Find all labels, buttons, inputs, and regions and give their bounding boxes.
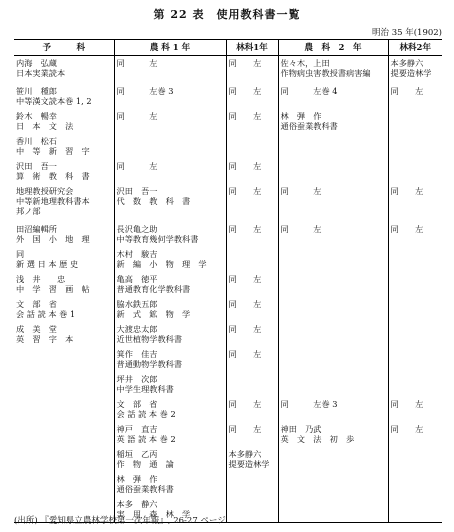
cell-line: 中等漢文読本巻 1, 2 (16, 95, 92, 106)
cell-ringka-2 (388, 374, 442, 399)
cell-noka-1 (114, 136, 226, 161)
table-title: 第 22 表 使用教科書一覧 (153, 8, 301, 21)
cell-line: 同 左 (116, 110, 158, 121)
header-row (14, 40, 442, 56)
cell-line: 中等新地理教科書本 (16, 195, 90, 206)
cell-ringka-1 (226, 249, 278, 274)
cell-yoka (14, 474, 114, 499)
cell-ringka-2 (388, 324, 442, 349)
cell-noka-1 (114, 324, 226, 349)
cell-line: 同 左巻 3 (116, 85, 174, 96)
cell-noka-1 (114, 111, 226, 136)
cell-ringka-1 (226, 324, 278, 349)
cell-ringka-2 (388, 56, 442, 86)
cell-line: 同 左巻 4 (280, 85, 338, 96)
cell-line: 沢田 吾一 (116, 185, 158, 196)
table-row (14, 186, 442, 224)
cell-ringka-1 (226, 111, 278, 136)
cell-line: 本多静六 (228, 448, 262, 459)
cell-yoka (14, 424, 114, 449)
table-row (14, 449, 442, 474)
cell-line: 新 式 鉱 物 学 (116, 308, 191, 319)
cell-ringka-1 (226, 274, 278, 299)
cell-line: 沢田 吾一 (16, 160, 57, 171)
cell-noka-2 (278, 499, 388, 523)
cell-ringka-2 (388, 249, 442, 274)
cell-ringka-1 (226, 449, 278, 474)
cell-noka-1 (114, 56, 226, 86)
cell-yoka (14, 186, 114, 224)
cell-line: 同 左 (228, 58, 262, 69)
cell-ringka-2 (388, 449, 442, 474)
cell-line: 会 話 読 本 巻 2 (116, 408, 176, 419)
cell-line: 英 習 字 本 (16, 333, 74, 344)
cell-line: 同 (16, 248, 25, 259)
cell-ringka-1 (226, 161, 278, 186)
cell-line: 普通教育化学教科書 (116, 283, 191, 294)
cell-ringka-2 (388, 499, 442, 523)
cell-line: 田沼編輯所 (16, 223, 57, 234)
cell-line: 同 左 (228, 423, 262, 434)
cell-line: 英 語 読 本 巻 2 (116, 433, 176, 444)
cell-noka-2 (278, 299, 388, 324)
table-row (14, 249, 442, 274)
cell-line: 日本実業読本 (16, 68, 66, 79)
table-row (14, 324, 442, 349)
cell-line: 同 左 (228, 323, 262, 334)
cell-line: 提要造林学 (390, 68, 432, 79)
cell-line: 代 数 教 科 書 (116, 195, 191, 206)
cell-noka-2 (278, 161, 388, 186)
cell-yoka (14, 324, 114, 349)
cell-ringka-2 (388, 86, 442, 111)
cell-yoka (14, 249, 114, 274)
cell-line: 中 学 習 画 帖 (16, 283, 90, 294)
cell-line: 香川 松石 (16, 135, 57, 146)
cell-line: 同 左 (390, 398, 424, 409)
cell-noka-2 (278, 186, 388, 224)
cell-ringka-1 (226, 399, 278, 424)
cell-yoka (14, 274, 114, 299)
cell-ringka-1 (226, 349, 278, 374)
cell-line: 中 等 新 習 字 (16, 145, 90, 156)
cell-ringka-2 (388, 224, 442, 249)
cell-line: 亀高 徳平 (116, 273, 158, 284)
cell-ringka-2 (388, 111, 442, 136)
cell-line: 内海 弘蔵 (16, 58, 57, 69)
cell-line: 通俗蚕業教科書 (116, 483, 174, 494)
cell-noka-2 (278, 399, 388, 424)
cell-noka-2 (278, 136, 388, 161)
cell-line: 中学生理教科書 (116, 383, 174, 394)
cell-line: 会 話 読 本 巻 1 (16, 308, 76, 319)
cell-noka-1 (114, 161, 226, 186)
cell-line: 林 弾 作 (116, 473, 158, 484)
cell-noka-2 (278, 274, 388, 299)
header-noka-2: 農 科 2 年 (278, 40, 388, 56)
cell-line: 同 左 (280, 223, 322, 234)
cell-noka-2 (278, 449, 388, 474)
cell-yoka (14, 136, 114, 161)
cell-ringka-2 (388, 399, 442, 424)
cell-line: 同 左 (280, 185, 322, 196)
cell-yoka (14, 86, 114, 111)
header-noka-1: 農 科 1 年 (114, 40, 226, 56)
table-row (14, 56, 442, 86)
cell-line: 文 部 省 (16, 298, 57, 309)
table-row (14, 136, 442, 161)
cell-line: 林 弾 作 (280, 110, 322, 121)
cell-line: 成 美 堂 (16, 323, 57, 334)
cell-noka-2 (278, 86, 388, 111)
cell-line: 同 左 (390, 423, 424, 434)
cell-line: 本多静六 (390, 58, 424, 69)
cell-noka-1 (114, 374, 226, 399)
cell-line: 坪井 次郎 (116, 373, 158, 384)
cell-line: 脇水鉄五郎 (116, 298, 158, 309)
cell-line: 同 左 (228, 398, 262, 409)
cell-line: 鈴木 暢幸 (16, 110, 57, 121)
table-row (14, 111, 442, 136)
cell-noka-2 (278, 56, 388, 86)
cell-line: 中等教育幾何学教科書 (116, 233, 199, 244)
cell-line: 作 物 通 論 (116, 458, 174, 469)
table-row (14, 374, 442, 399)
cell-ringka-1 (226, 299, 278, 324)
cell-ringka-2 (388, 474, 442, 499)
cell-noka-2 (278, 249, 388, 274)
cell-line: 箕作 佳吉 (116, 348, 158, 359)
cell-noka-2 (278, 111, 388, 136)
cell-yoka (14, 449, 114, 474)
cell-yoka (14, 349, 114, 374)
cell-noka-2 (278, 349, 388, 374)
cell-line: 外 国 小 地 理 (16, 233, 90, 244)
cell-noka-1 (114, 186, 226, 224)
table-row (14, 349, 442, 374)
table-row (14, 299, 442, 324)
cell-line: 同 左 (228, 223, 262, 234)
header-ringka-2: 林科2年 (388, 40, 442, 56)
cell-ringka-1 (226, 86, 278, 111)
header-yoka: 予 科 (14, 40, 114, 56)
cell-ringka-1 (226, 424, 278, 449)
cell-line: 稲垣 乙丙 (116, 448, 158, 459)
cell-line: 同 左巻 3 (280, 398, 338, 409)
cell-ringka-1 (226, 136, 278, 161)
cell-line: 木村 駿吉 (116, 248, 158, 259)
cell-line: 同 左 (228, 160, 262, 171)
cell-ringka-1 (226, 186, 278, 224)
cell-line: 同 左 (228, 185, 262, 196)
cell-ringka-1 (226, 474, 278, 499)
cell-line: 邦ノ部 (16, 206, 41, 217)
cell-line: 神田 乃武 (280, 423, 322, 434)
cell-line: 同 左 (116, 58, 158, 69)
cell-line: 文 部 省 (116, 398, 158, 409)
cell-yoka (14, 56, 114, 86)
table-row (14, 399, 442, 424)
cell-yoka (14, 374, 114, 399)
cell-ringka-2 (388, 349, 442, 374)
cell-noka-1 (114, 449, 226, 474)
cell-yoka (14, 399, 114, 424)
cell-noka-1 (114, 299, 226, 324)
table-row (14, 86, 442, 111)
cell-line: 大渡忠太郎 (116, 323, 158, 334)
cell-line: 近世植物学教科書 (116, 333, 183, 344)
table-row (14, 224, 442, 249)
cell-line: 同 左 (390, 85, 424, 96)
cell-line: 同 左 (228, 85, 262, 96)
table-row (14, 474, 442, 499)
table-row (14, 274, 442, 299)
cell-ringka-1 (226, 499, 278, 523)
cell-line: 同 左 (228, 110, 262, 121)
cell-ringka-2 (388, 136, 442, 161)
cell-line: 笹川 種郎 (16, 85, 57, 96)
cell-line: 神戸 直吉 (116, 423, 158, 434)
cell-line: 長沢亀之助 (116, 223, 158, 234)
cell-ringka-1 (226, 56, 278, 86)
cell-line: 新 編 小 物 理 学 (116, 258, 207, 269)
cell-line: 普通動物学教科書 (116, 358, 183, 369)
cell-noka-1 (114, 474, 226, 499)
cell-line: 同 左 (228, 298, 262, 309)
cell-yoka (14, 161, 114, 186)
cell-line: 提要造林学 (228, 458, 270, 469)
cell-line: 通俗蚕業教科書 (280, 120, 338, 131)
cell-line: 実 用 森 林 学 (116, 508, 191, 519)
cell-noka-2 (278, 324, 388, 349)
cell-line: 浅 井 忠 (16, 273, 66, 284)
cell-line: 日 本 文 法 (16, 120, 74, 131)
cell-line: 英 文 法 初 歩 (280, 433, 355, 444)
cell-ringka-2 (388, 186, 442, 224)
cell-noka-1 (114, 274, 226, 299)
cell-yoka (14, 224, 114, 249)
cell-noka-2 (278, 474, 388, 499)
cell-noka-1 (114, 249, 226, 274)
cell-noka-1 (114, 399, 226, 424)
cell-line: 同 左 (228, 273, 262, 284)
footnote: (出所) 『愛知県立農林学校第一次年報』, 26-27 ページ. (14, 516, 229, 526)
cell-noka-1 (114, 224, 226, 249)
cell-yoka (14, 299, 114, 324)
cell-ringka-1 (226, 374, 278, 399)
cell-noka-2 (278, 424, 388, 449)
cell-noka-1 (114, 424, 226, 449)
cell-ringka-2 (388, 424, 442, 449)
header-ringka-1: 林科1年 (226, 40, 278, 56)
cell-ringka-1 (226, 224, 278, 249)
cell-ringka-2 (388, 299, 442, 324)
cell-line: 同 左 (390, 185, 424, 196)
cell-line: 同 左 (228, 348, 262, 359)
textbook-table (14, 39, 442, 523)
table-row (14, 424, 442, 449)
cell-line: 同 左 (116, 160, 158, 171)
table-row (14, 161, 442, 186)
cell-noka-1 (114, 349, 226, 374)
cell-line: 新 選 日 本 歴 史 (16, 258, 79, 269)
cell-line: 作物病虫害教授書病害編 (280, 68, 371, 79)
cell-line: 算 術 教 科 書 (16, 170, 90, 181)
cell-line: 地理教授研究会 (16, 185, 74, 196)
cell-line: 同 左 (390, 223, 424, 234)
cell-noka-1 (114, 86, 226, 111)
cell-ringka-2 (388, 274, 442, 299)
cell-yoka (14, 111, 114, 136)
cell-noka-2 (278, 374, 388, 399)
table-date: 明治 35 年(1902) (372, 28, 442, 38)
cell-line: 佐々木，上田 (280, 58, 330, 69)
cell-noka-2 (278, 224, 388, 249)
cell-line: 本多 静六 (116, 498, 158, 509)
cell-ringka-2 (388, 161, 442, 186)
